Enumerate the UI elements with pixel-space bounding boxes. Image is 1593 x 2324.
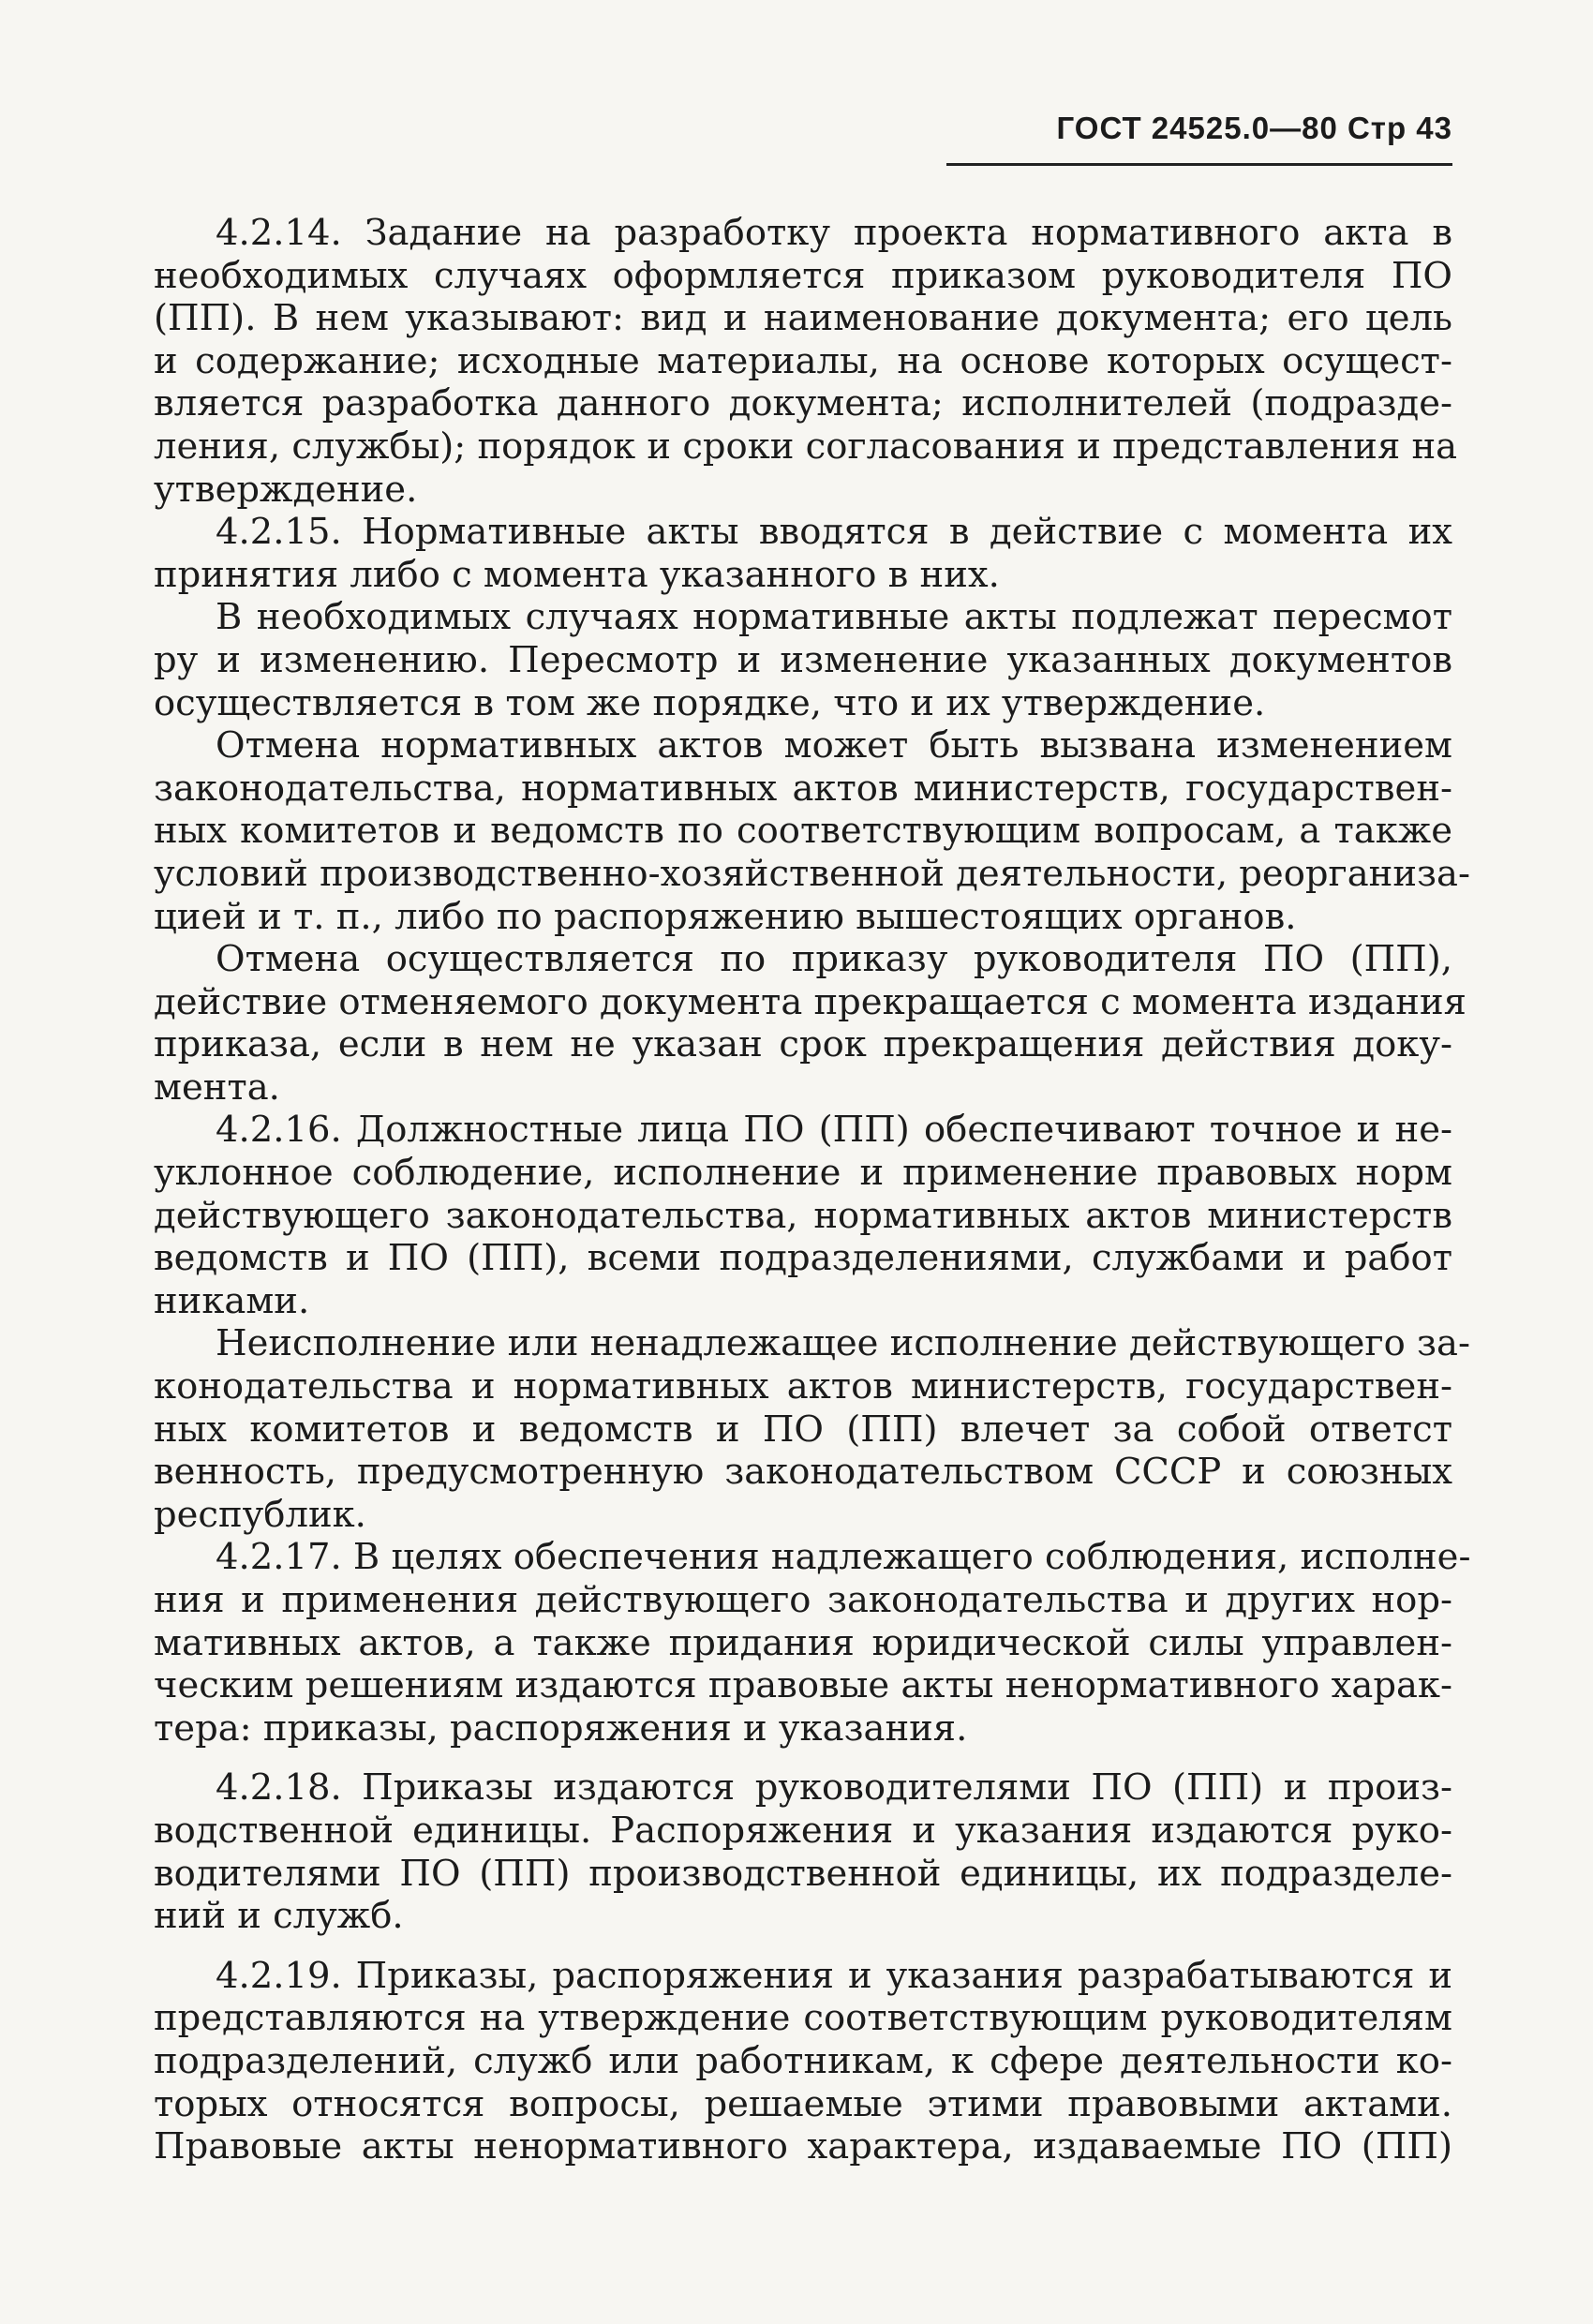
text-line: действие отменяемого документа прекращается с момента издания (154, 980, 1466, 1023)
text-line: (ПП). В нем указывают: вид и наименование документа; его цель (154, 297, 1452, 340)
text-line: 4.2.17. В целях обеспечения надлежащего соблюдения, исполне- (216, 1536, 1471, 1579)
text-line: ведомств и ПО (ПП), всеми подразделениями, службами и работ (154, 1237, 1452, 1280)
text-line: конодательства и нормативных актов министерств, государствен- (154, 1365, 1452, 1408)
text-line: 4.2.18. Приказы издаются руководителями ПО (ПП) и произ- (216, 1766, 1452, 1810)
paragraph-4-2-15 (154, 511, 1452, 596)
text-line: подразделений, служб или работникам, к сфере деятельности ко- (154, 2039, 1452, 2082)
text-line: торых относятся вопросы, решаемые этими правовыми актами. (154, 2082, 1452, 2125)
paragraph-4-2-19 (154, 1955, 1452, 2168)
text-line: водственной единицы. Распоряжения и указания издаются руко- (154, 1809, 1452, 1852)
text-line: Отмена нормативных актов может быть вызвана изменением (216, 724, 1452, 767)
page-header: ГОСТ 24525.0—80 Стр 43 (1056, 111, 1452, 145)
text-line: мента. (154, 1065, 280, 1109)
text-line: ний и служб. (154, 1895, 404, 1938)
text-line: водителями ПО (ПП) производственной единицы, их подразделе- (154, 1852, 1452, 1895)
text-line: 4.2.16. Должностные лица ПО (ПП) обеспечивают точное и не- (216, 1109, 1452, 1152)
paragraph-cancellation-causes (154, 724, 1470, 938)
text-line: утверждение. (154, 468, 418, 511)
text-line: принятия либо с момента указанного в них. (154, 553, 1000, 596)
paragraph-cancellation-order (154, 938, 1466, 1109)
document-body (154, 212, 1471, 2168)
text-line: Отмена осуществляется по приказу руководителя ПО (ПП), (216, 938, 1452, 981)
text-line: 4.2.15. Нормативные акты вводятся в действие с момента их (216, 511, 1452, 554)
text-line: ных комитетов и ведомств по соответствующим вопросам, а также (154, 810, 1452, 853)
paragraph-revision (154, 596, 1452, 724)
text-line: условий производственно-хозяйственной деятельности, реорганиза- (154, 852, 1470, 895)
text-line: представляются на утверждение соответствующим руководителям (154, 1997, 1452, 2040)
text-line: ния и применения действующего законодательства и других нор- (154, 1579, 1452, 1621)
text-line: 4.2.19. Приказы, распоряжения и указания разрабатываются и (216, 1954, 1452, 1997)
text-line: и содержание; исходные материалы, на основе которых осущест- (154, 339, 1452, 382)
paragraph-4-2-18 (154, 1766, 1452, 1937)
paragraph-4-2-14 (154, 212, 1458, 511)
text-line: 4.2.14. Задание на разработку проекта нормативного акта в (216, 212, 1452, 254)
text-line: тера: приказы, распоряжения и указания. (154, 1706, 968, 1750)
text-line: уклонное соблюдение, исполнение и применение правовых норм (154, 1152, 1452, 1195)
text-line: осуществляется в том же порядке, что и их утверждение. (154, 681, 1266, 724)
paragraph-4-2-17 (154, 1536, 1471, 1750)
text-line: республик. (154, 1493, 366, 1536)
text-line: Неисполнение или ненадлежащее исполнение действующего за- (216, 1322, 1470, 1365)
text-line: цией и т. п., либо по распоряжению вышестоящих органов. (154, 895, 1297, 938)
text-line: никами. (154, 1279, 310, 1322)
text-line: венность, предусмотренную законодательством СССР и союзных (154, 1451, 1452, 1494)
text-line: ческим решениям издаются правовые акты ненормативного харак- (154, 1664, 1452, 1707)
text-line: мативных актов, а также придания юридической силы управлен- (154, 1621, 1452, 1664)
paragraph-4-2-16 (154, 1109, 1452, 1322)
text-line: В необходимых случаях нормативные акты подлежат пересмот (216, 596, 1452, 639)
text-line: вляется разработка данного документа; исполнителей (подразде- (154, 382, 1452, 425)
text-line: необходимых случаях оформляется приказом руководителя ПО (154, 254, 1452, 297)
text-line: действующего законодательства, нормативных актов министерств (154, 1194, 1452, 1237)
text-line: ления, службы); порядок и сроки согласования и представления на (154, 425, 1458, 468)
text-line: ных комитетов и ведомств и ПО (ПП) влечет за собой ответст (154, 1408, 1452, 1451)
paragraph-non-compliance (154, 1322, 1470, 1536)
text-line: законодательства, нормативных актов министерств, государствен- (154, 767, 1452, 810)
text-line: приказа, если в нем не указан срок прекращения действия доку- (154, 1023, 1452, 1066)
header-rule (946, 163, 1452, 166)
text-line: Правовые акты ненормативного характера, издаваемые ПО (ПП) (154, 2125, 1452, 2168)
text-line: ру и изменению. Пересмотр и изменение указанных документов (154, 638, 1452, 681)
